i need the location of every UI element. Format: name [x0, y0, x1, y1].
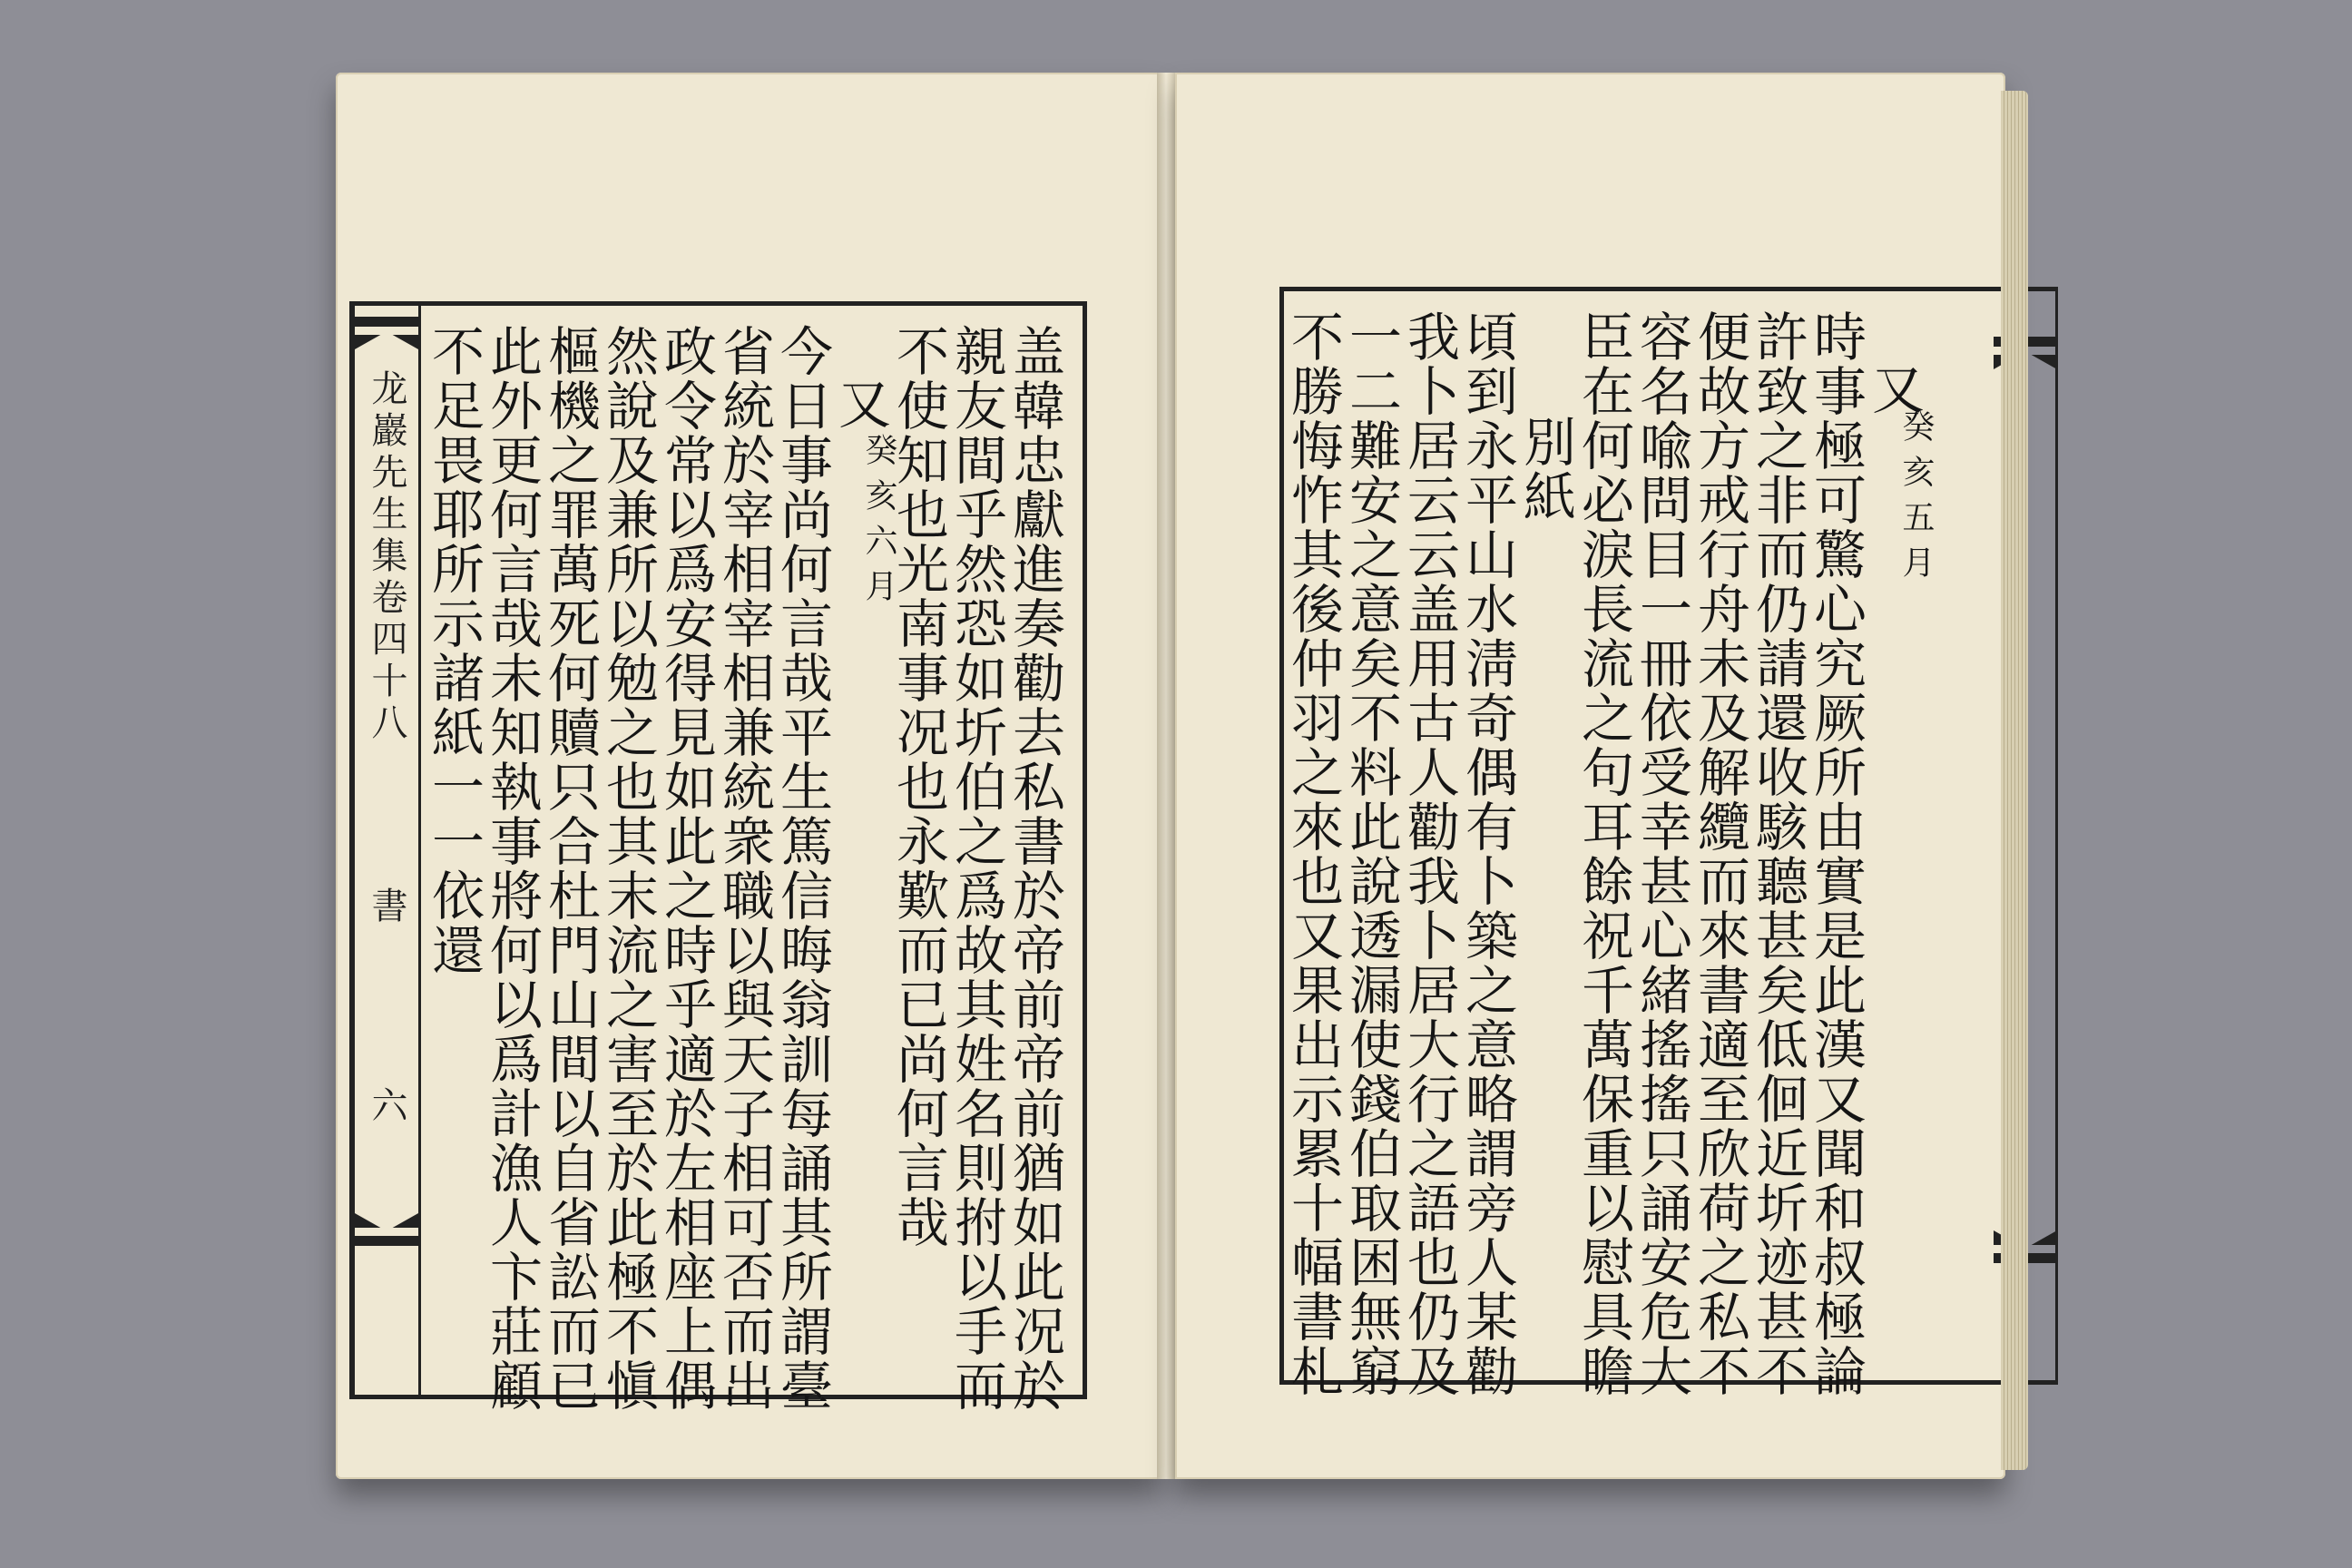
text-column-9: 一二難安之意矣不料此說透漏使錢伯取困無窮	[1340, 309, 1402, 1398]
heading-you: 又	[1863, 362, 1925, 416]
dateline: 癸亥五月	[1897, 409, 1935, 591]
text-column-8: 然說及兼所以勉之也其末流之害至於此極不愼	[597, 324, 659, 1413]
text-column-3: 便故方戒行舟未及解纜而來書適至欣荷之私不	[1689, 309, 1750, 1398]
banxin-section: 書	[366, 887, 407, 928]
text-column-7: 政令常以爲安得見如此之時乎適於左相座上偶	[655, 324, 717, 1413]
page-edges	[2001, 91, 2028, 1470]
text-column-3: 不使知也光南事况也永歎而已尚何言哉	[887, 324, 949, 1250]
open-book	[322, 73, 2028, 1488]
text-column-11: 不足畏耶所示諸紙一一依還	[423, 324, 485, 977]
dateline: 癸亥六月	[860, 433, 897, 614]
subheading-bieji: 別紙	[1514, 415, 1576, 524]
text-column-2: 許致之非而仍請還收駭聽甚矣低佪近圻迹甚不	[1747, 309, 1808, 1398]
text-column-5: 今日事尚何言哉平生篤信晦翁訓每誦其所謂臺	[771, 324, 833, 1413]
text-column-1: 盖韓忠獻進奏勸去私書於帝前帝前猶如此况於	[1004, 324, 1065, 1413]
banxin	[352, 306, 421, 1395]
left-text-frame	[349, 301, 1087, 1413]
left-page	[336, 73, 1161, 1479]
banxin-folio: 六	[366, 1086, 407, 1128]
text-column-2: 親友間乎然恐如圻伯之爲故其姓名則拊以手而	[946, 324, 1007, 1413]
banxin-title: 龙巖先生集卷四十八	[366, 369, 407, 745]
text-column-10: 不勝悔怍其後仲羽之來也又果出示累十幅書札	[1282, 309, 1344, 1398]
fishtail-bottom	[355, 1213, 418, 1246]
text-column-8: 我卜居云云盖用古人勸我卜居大行之語也仍及	[1398, 309, 1460, 1398]
text-column-7: 頃到永平山水淸奇偶有卜築之意略謂旁人某勸	[1456, 309, 1518, 1398]
fishtail-top	[355, 317, 418, 349]
text-column-10: 此外更何言哉未知執事將何以爲計漁人卞莊顧	[481, 324, 543, 1413]
heading-you: 又	[829, 377, 891, 431]
text-column-9: 樞機之罪萬死何贖只合杜門山間以自省訟而已	[539, 324, 601, 1413]
right-text-frame	[1279, 287, 2058, 1398]
text-column-1: 時事極可驚心究厥所由實是此漢又聞和叔極論	[1805, 309, 1867, 1398]
right-page	[1175, 73, 2005, 1479]
text-column-6: 省統於宰相宰相兼統衆職以與天子相可否而出	[713, 324, 775, 1413]
text-column-4: 容名喩問目一冊依受幸甚心緒搖搖只誦安危大	[1631, 309, 1692, 1398]
text-column-5: 臣在何必淚長流之句耳餘祝千萬保重以慰具瞻	[1573, 309, 1634, 1398]
